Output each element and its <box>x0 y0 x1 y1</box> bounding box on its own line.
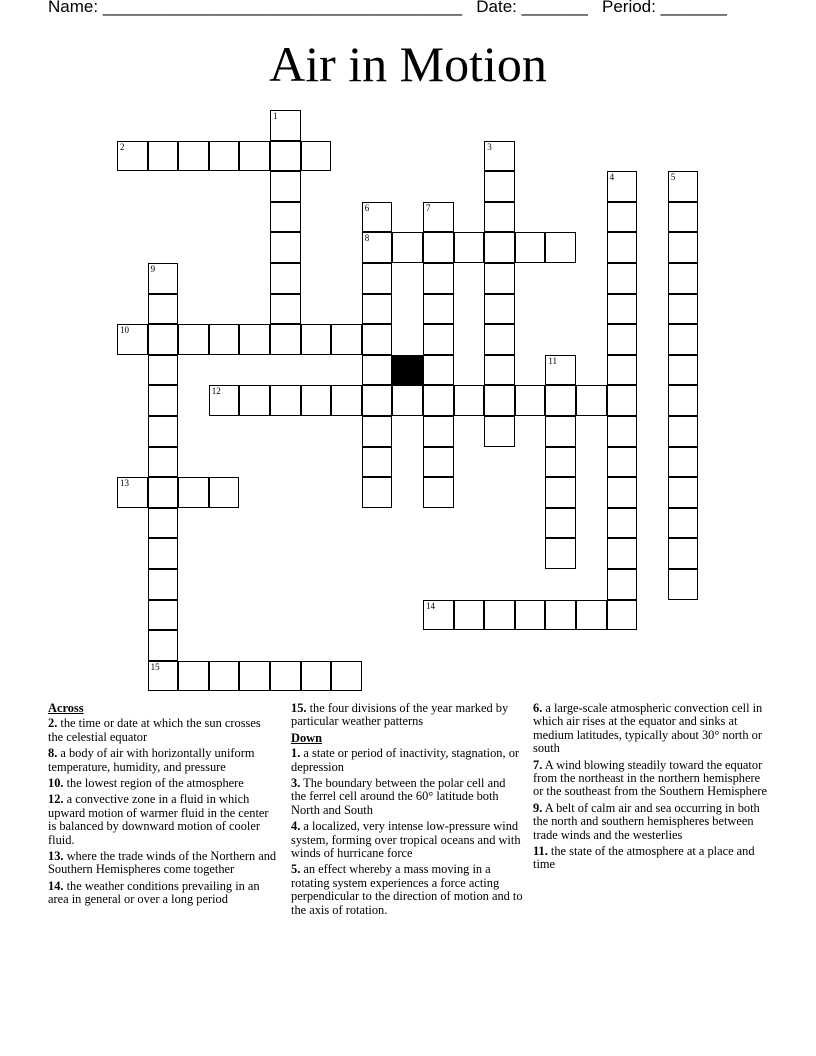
grid-cell[interactable] <box>668 171 699 202</box>
clue-item <box>533 702 769 756</box>
grid-cell[interactable] <box>270 232 301 263</box>
grid-cell[interactable] <box>148 263 179 294</box>
grid-cell[interactable] <box>362 416 393 447</box>
grid-cell[interactable] <box>545 538 576 569</box>
grid-cell[interactable] <box>423 385 454 416</box>
grid-cell[interactable] <box>148 355 179 386</box>
period-label: Period: <box>602 0 656 16</box>
grid-cell[interactable] <box>301 324 332 355</box>
grid-cell[interactable] <box>239 324 270 355</box>
clue-number: 8 <box>364 233 370 244</box>
clue-number: 3 <box>487 141 492 152</box>
grid-cell[interactable] <box>362 202 393 233</box>
clue-number-label: 7. <box>533 757 543 772</box>
grid-cell[interactable] <box>423 477 454 508</box>
grid-cell[interactable] <box>362 477 393 508</box>
clue-number-label: 1. <box>291 746 301 761</box>
grid-cell[interactable] <box>209 661 240 692</box>
grid-cell[interactable] <box>607 385 638 416</box>
clue-text: a convective zone in a fluid in which upward motion of warmer fluid in the center is balanced by downward motion of cooler fluid. <box>48 792 269 847</box>
clue-number: 9 <box>150 264 156 274</box>
grid-cell[interactable] <box>239 385 270 416</box>
grid-cell[interactable] <box>607 508 638 539</box>
grid-cell[interactable] <box>270 324 301 355</box>
grid-cell[interactable] <box>454 385 485 416</box>
grid-cell[interactable] <box>576 600 607 631</box>
grid-cell[interactable] <box>484 232 515 263</box>
grid-cell[interactable] <box>148 538 179 569</box>
grid-cell[interactable] <box>423 355 454 386</box>
grid-cell[interactable] <box>423 202 454 233</box>
grid-cell[interactable] <box>423 232 454 263</box>
clue-item <box>48 777 278 790</box>
grid-cell[interactable] <box>545 416 576 447</box>
clue-number: 6 <box>364 202 370 213</box>
clue-number: 5 <box>670 172 676 183</box>
grid-cell[interactable] <box>484 600 515 631</box>
clue-item <box>291 747 523 774</box>
clues-column-2 <box>291 702 523 920</box>
grid-cell[interactable] <box>607 355 638 386</box>
clue-item <box>291 820 523 860</box>
grid-cell[interactable] <box>148 508 179 539</box>
clue-item <box>533 845 769 872</box>
clue-text: a state or period of inactivity, stagnation, or depression <box>291 746 520 774</box>
grid-cell[interactable] <box>545 447 576 478</box>
grid-cell[interactable] <box>301 141 332 172</box>
clue-number-label: 6. <box>533 701 543 715</box>
grid-cell[interactable] <box>423 324 454 355</box>
grid-cell[interactable] <box>484 263 515 294</box>
grid-cell[interactable] <box>178 661 209 692</box>
grid-cell[interactable] <box>668 477 699 508</box>
clue-text: a large-scale atmospheric convection cell in which air rises at the equator and sinks at medium latitudes, typically about 30° north or south <box>533 701 763 756</box>
grid-cell[interactable] <box>607 447 638 478</box>
clue-text: an effect whereby a mass moving in a rotating system experiences a force acting perpendicular to the direction of motion and to the axis of rotation. <box>291 862 523 917</box>
grid-cell[interactable] <box>484 202 515 233</box>
clue-number-label: 11. <box>533 844 548 859</box>
grid-cell[interactable] <box>607 477 638 508</box>
clue-number-label: 12. <box>48 792 64 807</box>
grid-cell[interactable] <box>270 661 301 692</box>
clues-column-3 <box>533 702 769 875</box>
grid-cell[interactable] <box>178 324 209 355</box>
across-heading: Across <box>48 701 84 715</box>
grid-cell[interactable] <box>607 232 638 263</box>
clue-text: The boundary between the polar cell and the ferrel cell around the 60° latitude both North and South <box>291 776 506 817</box>
clue-number: 11 <box>548 355 558 366</box>
clue-number-label: 10. <box>48 776 64 791</box>
grid-cell[interactable] <box>668 538 699 569</box>
grid-cell[interactable] <box>178 141 209 172</box>
clue-item <box>533 759 769 799</box>
clue-item <box>533 802 769 842</box>
grid-cell[interactable] <box>423 294 454 325</box>
name-label: Name: <box>48 0 99 16</box>
grid-cell[interactable] <box>148 630 179 661</box>
grid-cell[interactable] <box>331 385 362 416</box>
clue-number: 12 <box>211 386 221 397</box>
grid-cell[interactable] <box>362 324 393 355</box>
grid-cell[interactable] <box>668 355 699 386</box>
clue-item <box>48 880 278 907</box>
grid-cell[interactable] <box>484 416 515 447</box>
clue-item <box>48 717 278 744</box>
grid-cell[interactable] <box>484 171 515 202</box>
clue-text: the weather conditions prevailing in an area in general or over a long period <box>48 878 260 907</box>
grid-cell[interactable] <box>362 447 393 478</box>
clue-number-label: 15. <box>291 701 307 715</box>
grid-cell[interactable] <box>668 416 699 447</box>
grid-cell[interactable] <box>607 569 638 600</box>
grid-cell[interactable] <box>668 447 699 478</box>
clue-number: 14 <box>426 600 435 611</box>
grid-cell[interactable] <box>209 385 240 416</box>
grid-cell[interactable] <box>545 385 576 416</box>
clue-text: where the trade winds of the Northern and Southern Hemispheres come together <box>48 849 277 877</box>
clue-number: 10 <box>120 325 129 336</box>
grid-cell[interactable] <box>270 202 301 233</box>
clue-item <box>291 702 523 729</box>
grid-cell[interactable] <box>668 202 699 233</box>
grid-cell[interactable] <box>668 263 699 294</box>
grid-cell[interactable] <box>668 569 699 600</box>
grid-cell[interactable] <box>515 600 546 631</box>
grid-cell[interactable] <box>148 141 179 172</box>
grid-cell[interactable] <box>576 385 607 416</box>
grid-cell[interactable] <box>392 385 423 416</box>
grid-cell[interactable] <box>423 447 454 478</box>
grid-cell[interactable] <box>515 232 546 263</box>
black-cell <box>392 355 423 386</box>
grid-cell[interactable] <box>454 232 485 263</box>
clue-number: 1 <box>273 111 278 121</box>
grid-cell[interactable] <box>148 477 179 508</box>
grid-cell[interactable] <box>331 661 362 692</box>
grid-cell[interactable] <box>270 171 301 202</box>
grid-cell[interactable] <box>209 324 240 355</box>
clue-number-label: 4. <box>291 819 301 834</box>
grid-cell[interactable] <box>484 355 515 386</box>
grid-cell[interactable] <box>484 324 515 355</box>
clue-number-label: 9. <box>533 800 543 815</box>
grid-cell[interactable] <box>607 263 638 294</box>
clue-text: a localized, very intense low-pressure wind system, forming over tropical oceans and with winds of hurricane force <box>291 819 521 861</box>
period-field[interactable]: _______ <box>660 0 727 16</box>
clue-text: a body of air with horizontally uniform temperature, humidity, and pressure <box>48 746 255 774</box>
grid-cell[interactable] <box>301 661 332 692</box>
grid-cell[interactable] <box>148 569 179 600</box>
clues-column-1 <box>48 702 278 910</box>
grid-cell[interactable] <box>668 232 699 263</box>
clue-number-label: 14. <box>48 878 64 893</box>
grid-cell[interactable] <box>148 416 179 447</box>
clue-number-label: 3. <box>291 776 301 791</box>
grid-cell[interactable] <box>362 355 393 386</box>
clue-text: A wind blowing steadily toward the equator from the northeast in the northern hemisphere or the southeast from the Southern Hemisphere <box>533 757 767 799</box>
grid-cell[interactable] <box>668 385 699 416</box>
grid-cell[interactable] <box>392 232 423 263</box>
grid-cell[interactable] <box>545 477 576 508</box>
clue-number: 4 <box>609 172 615 183</box>
grid-cell[interactable] <box>484 294 515 325</box>
grid-cell[interactable] <box>117 477 148 508</box>
grid-cell[interactable] <box>668 294 699 325</box>
grid-cell[interactable] <box>607 324 638 355</box>
page-title: Air in Motion <box>269 36 547 92</box>
grid-cell[interactable] <box>545 355 576 386</box>
grid-cell[interactable] <box>484 141 515 172</box>
grid-cell[interactable] <box>331 324 362 355</box>
grid-cell[interactable] <box>423 416 454 447</box>
grid-cell[interactable] <box>239 141 270 172</box>
grid-cell[interactable] <box>117 324 148 355</box>
grid-cell[interactable] <box>148 385 179 416</box>
grid-cell[interactable] <box>484 385 515 416</box>
clue-text: the state of the atmosphere at a place and time <box>533 844 755 872</box>
grid-cell[interactable] <box>239 661 270 692</box>
grid-cell[interactable] <box>515 385 546 416</box>
grid-cell[interactable] <box>270 385 301 416</box>
grid-cell[interactable] <box>362 263 393 294</box>
clue-number-label: 2. <box>48 716 58 731</box>
grid-cell[interactable] <box>362 385 393 416</box>
date-field[interactable]: _______ <box>521 0 588 16</box>
grid-cell[interactable] <box>545 508 576 539</box>
grid-cell[interactable] <box>423 600 454 631</box>
clue-text: A belt of calm air and sea occurring in both the north and southern hemispheres between trade winds and the westerlies <box>533 800 760 842</box>
grid-cell[interactable] <box>209 141 240 172</box>
clue-number: 7 <box>426 202 431 213</box>
clue-item <box>48 793 278 847</box>
grid-cell[interactable] <box>301 385 332 416</box>
clue-number-label: 13. <box>48 849 64 864</box>
clue-number: 13 <box>120 478 129 489</box>
grid-cell[interactable] <box>607 202 638 233</box>
grid-cell[interactable] <box>607 294 638 325</box>
grid-cell[interactable] <box>148 324 179 355</box>
date-label: Date: <box>476 0 517 16</box>
clue-item <box>48 747 278 774</box>
clue-text: the lowest region of the atmosphere <box>63 776 244 791</box>
name-field[interactable]: ______________________________________ <box>102 0 463 16</box>
grid-cell[interactable] <box>668 508 699 539</box>
grid-cell[interactable] <box>270 263 301 294</box>
clue-text: the four divisions of the year marked by particular weather patterns <box>291 701 509 729</box>
grid-cell[interactable] <box>607 171 638 202</box>
clue-item <box>291 863 523 917</box>
grid-cell[interactable] <box>148 661 179 692</box>
grid-cell[interactable] <box>607 600 638 631</box>
clue-number: 2 <box>120 141 125 152</box>
grid-cell[interactable] <box>362 294 393 325</box>
grid-cell[interactable] <box>545 232 576 263</box>
grid-cell[interactable] <box>545 600 576 631</box>
grid-cell[interactable] <box>668 324 699 355</box>
grid-cell[interactable] <box>148 447 179 478</box>
grid-cell[interactable] <box>209 477 240 508</box>
grid-cell[interactable] <box>117 141 148 172</box>
grid-cell[interactable] <box>423 263 454 294</box>
grid-cell[interactable] <box>178 477 209 508</box>
clue-number-label: 5. <box>291 862 301 877</box>
grid-cell[interactable] <box>607 416 638 447</box>
clue-item <box>291 777 523 817</box>
clue-item <box>48 850 278 877</box>
clue-number: 15 <box>150 661 160 672</box>
grid-cell[interactable] <box>148 600 179 631</box>
grid-cell[interactable] <box>607 538 638 569</box>
grid-cell[interactable] <box>270 294 301 325</box>
grid-cell[interactable] <box>148 294 179 325</box>
grid-cell[interactable] <box>454 600 485 631</box>
clue-text: the time or date at which the sun crosses the celestial equator <box>48 716 261 744</box>
grid-cell[interactable] <box>270 110 301 141</box>
down-heading: Down <box>291 730 322 745</box>
grid-cell[interactable] <box>270 141 301 172</box>
clue-number-label: 8. <box>48 746 58 761</box>
grid-cell[interactable] <box>362 232 393 263</box>
